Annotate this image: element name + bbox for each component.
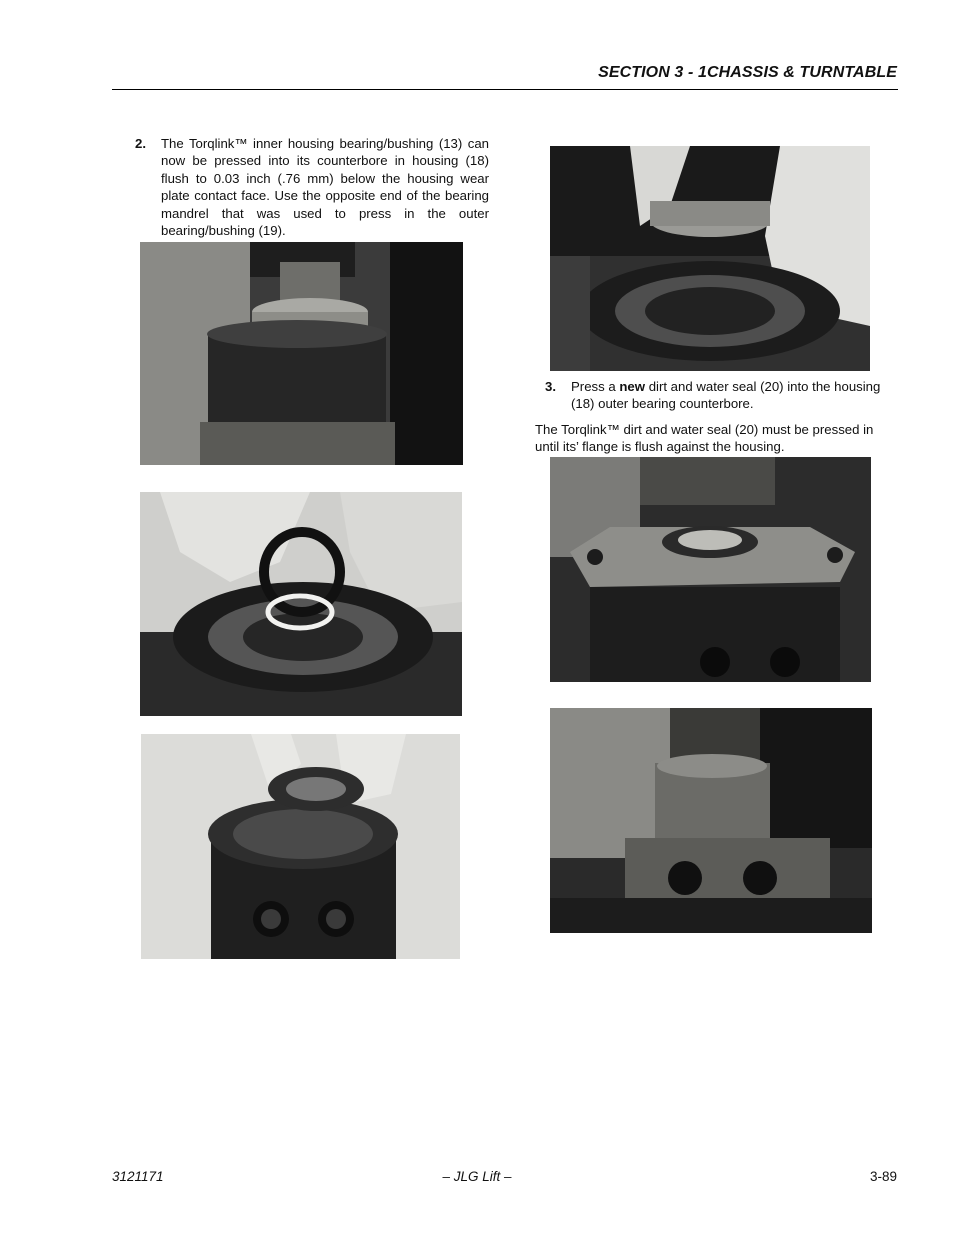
footer-brand: – JLG Lift – xyxy=(442,1169,512,1184)
document-number: 3121171 xyxy=(112,1169,164,1184)
header-rule xyxy=(112,89,898,90)
photo-seal-pressed-flange xyxy=(550,457,871,682)
step-text: The Torqlink™ inner housing bearing/bushing (13) can now be pressed into its counterbore in housing (18) flush to 0.03 inch (.76 mm) below the housing wear plate contact face. Use the opposite end of the bearing mandrel that was used to press in the outer bearing/bushing (19). xyxy=(161,136,489,239)
section-title: SECTION 3 - 1CHASSIS & TURNTABLE xyxy=(598,64,897,81)
step-text xyxy=(571,378,899,413)
step-2 xyxy=(135,135,489,239)
step-text-part: Press a xyxy=(571,379,620,394)
photo-hand-seal-placement xyxy=(550,146,870,371)
step-number: 2. xyxy=(135,136,146,151)
step-text-part: dirt and water seal (20) into the housing (18) outer bearing counterbore. xyxy=(571,379,881,412)
photo-seal-insertion xyxy=(140,492,462,716)
step-number: 3. xyxy=(545,379,556,394)
photo-press-inner-bearing xyxy=(140,242,463,465)
page-number: 3-89 xyxy=(869,1169,897,1184)
photo-bearing-seat xyxy=(141,734,460,959)
photo-housing-in-press xyxy=(550,708,872,933)
step-3 xyxy=(545,378,899,413)
step-text-bold: new xyxy=(619,379,646,394)
seal-note: The Torqlink™ dirt and water seal (20) must be pressed in until its’ flange is flush against the housing. xyxy=(535,422,874,455)
